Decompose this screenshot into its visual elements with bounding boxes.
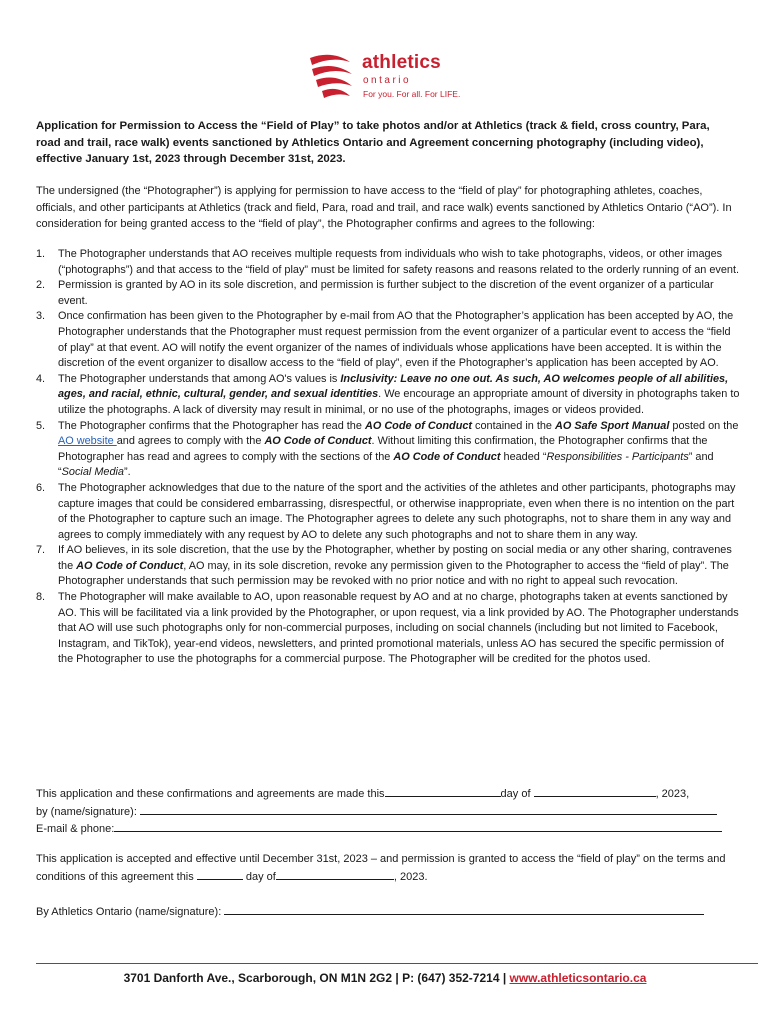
- item-text: The Photographer confirms that the Photographer has read the: [58, 419, 365, 432]
- item-number: 6.: [36, 481, 46, 494]
- accept-day-field[interactable]: [197, 868, 243, 880]
- ao-signature-field[interactable]: [224, 903, 704, 915]
- list-item: [36, 372, 741, 419]
- item-number: 3.: [36, 310, 46, 323]
- agreement-text: day of: [500, 788, 531, 800]
- item-text: Once confirmation has been given to the Photographer by e-mail from AO that the Photographer’s application has been accepted by AO, the Photographer understands that the Photographer must request permission from the event organizer of a particular event to access the “field of play” at that event. AO will notify the event organizer of the names of individuals whose applications have been accepted. It is within the discretion of the event organizer to disallow access to the “field of play”, even if the Photographer’s application has been accepted by AO.: [58, 310, 734, 370]
- item-number: 1.: [36, 248, 46, 260]
- item-number: 8.: [36, 591, 46, 604]
- agreement-date-line: [36, 785, 736, 803]
- ao-signature-line: [36, 903, 736, 921]
- acceptance-block: [36, 851, 736, 885]
- footer-website-link[interactable]: www.athleticsontario.ca: [509, 971, 647, 985]
- accept-month-field[interactable]: [276, 868, 394, 880]
- email-phone-field[interactable]: [114, 820, 722, 832]
- name-signature-field[interactable]: [140, 803, 717, 815]
- acceptance-text: day of: [245, 870, 276, 883]
- email-phone-line: [36, 820, 736, 838]
- ao-signature-label: By Athletics Ontario (name/signature):: [36, 906, 222, 918]
- agreement-text: , 2023,: [655, 788, 690, 800]
- item-text: ” and “: [58, 450, 714, 479]
- item-number: 5.: [36, 419, 46, 432]
- logo-subtitle: ontario: [363, 75, 412, 86]
- logo-tagline: For you. For all. For LIFE.: [363, 89, 461, 99]
- item-number: 4.: [36, 372, 46, 385]
- day-field[interactable]: [385, 785, 501, 797]
- email-phone-label: E-mail & phone:: [36, 823, 115, 835]
- name-signature-line: [36, 803, 736, 821]
- footer-divider: [36, 963, 758, 964]
- item-text: If AO believes, in its sole discretion, that the use by the Photographer, whether by posting on social media or any other sharing, contravenes the: [58, 544, 732, 572]
- section-ref: Responsibilities - Participants: [546, 450, 689, 463]
- section-ref: Social Media: [61, 466, 124, 479]
- item-number: 2.: [36, 279, 46, 292]
- list-item: [36, 309, 741, 371]
- footer-address: 3701 Danforth Ave., Scarborough, ON M1N 2G2 | P: (647) 352-7214 |: [123, 971, 510, 985]
- item-text: The Photographer understands that among AO's values is: [58, 372, 341, 385]
- item-text: , AO may, in its sole discretion, revoke any permission given to the Photographer to access the “field of play”. The Photographer understands that such permission may be revoked with no prior notice and with no right to appeal such revocation.: [58, 559, 729, 588]
- item-number: 7.: [36, 544, 46, 557]
- logo-swoosh-icon: [306, 52, 358, 102]
- list-item: [36, 247, 741, 278]
- item-text: The Photographer acknowledges that due to the nature of the sport and the activities of the athletes and other participants, photographs may capture images that could be considered embarrassing, disrespectful, or otherwise inappropriate, even when there is no intention on the part of the Photographer to capture such an image. The Photographer agrees to delete any such photographs, not to share them in any way and agrees to comply immediately with any request by AO to delete any such photographs and not to share them in any way.: [58, 481, 736, 541]
- acceptance-text: , 2023.: [393, 870, 428, 883]
- logo-wordmark: athletics: [362, 52, 441, 73]
- athletics-ontario-logo: [306, 52, 476, 104]
- month-field[interactable]: [534, 785, 656, 797]
- item-text: posted on the: [669, 419, 739, 432]
- code-of-conduct-ref: AO Code of Conduct: [264, 435, 372, 448]
- list-item: [36, 278, 741, 309]
- item-text: Permission is granted by AO in its sole discretion, and permission is further subject to the discretion of the event organizer of a particular event.: [58, 279, 714, 307]
- footer: [0, 971, 770, 985]
- document-title: Application for Permission to Access the “Field of Play” to take photos and/or at Athletics (track & field, cross country, Para, road and trail, race walk) events sanctioned by Athletics Ontario and Agreement concerning photography (including video), effective January 1st, 2023 through December 31st, 2023.: [36, 120, 710, 165]
- safe-sport-manual-ref: AO Safe Sport Manual: [554, 419, 670, 432]
- inclusivity-value: Inclusivity: Leave no one out. As such, AO welcomes people of all abilities, ages, and racial, ethnic, cultural, gender, and sexual identities: [58, 372, 729, 401]
- list-item: [36, 543, 741, 590]
- intro-paragraph: The undersigned (the “Photographer”) is applying for permission to have access to the “field of play” for photographing athletes, coaches, officials, and other participants at Athletics (track and field, Para, road and trail, and race walk) events sanctioned by Athletics Ontario (“AO”). In consideration for being granted access to the “field of play”, the Photographer confirms and agrees to the following:: [36, 185, 732, 230]
- item-text: The Photographer will make available to AO, upon reasonable request by AO and at no charge, photographs taken at events sanctioned by AO. This will be facilitated via a link provided by the Photographer, or upon request, via a link provided by AO. The Photographer understands that AO will use such photographs only for non-commercial purposes, including on social channels (including but not limited to Facebook, Instagram, and TikTok), year-end videos, newsletters, and printed promotional materials, unless AO has secured the specific permission of the Photographer to use the photographs for a commercial purpose. The Photographer will be credited for the photos used.: [58, 591, 739, 666]
- code-of-conduct-ref: AO Code of Conduct: [364, 419, 473, 432]
- ao-website-link[interactable]: AO website: [58, 435, 117, 448]
- code-of-conduct-ref: AO Code of Conduct: [76, 559, 184, 572]
- item-text: contained in the: [472, 419, 555, 432]
- list-item: [36, 419, 741, 481]
- terms-list: [36, 247, 741, 668]
- name-signature-label: by (name/signature):: [36, 805, 137, 818]
- item-text: . We encourage an appropriate amount of diversity in photographs taken to utilize the photographs. A lack of diversity may result in minimal, or no use of the photographs, images or videos provided.: [58, 388, 740, 416]
- agreement-text: This application and these confirmations and agreements are made this: [36, 788, 385, 800]
- code-of-conduct-ref: AO Code of Conduct: [393, 450, 501, 463]
- list-item: [36, 590, 741, 668]
- acceptance-text: This application is accepted and effective until December 31st, 2023 – and permission is granted to access the “field of play” on the terms and conditions of this agreement this: [36, 853, 726, 883]
- item-text: ”.: [124, 466, 131, 479]
- item-text: and agrees to comply with the: [116, 435, 265, 448]
- item-text: . Without limiting this confirmation, the Photographer confirms that the Photographer has read and agrees to comply with the sections of the: [58, 435, 708, 463]
- item-text: headed “: [500, 450, 547, 463]
- list-item: [36, 481, 741, 543]
- signature-block: [36, 785, 736, 838]
- item-text: The Photographer understands that AO receives multiple requests from individuals who wish to take photographs, videos, or other images (“photographs”) and that access to the “field of play” must be limited for safety reasons and reasons related to the orderly running of an event.: [58, 248, 740, 276]
